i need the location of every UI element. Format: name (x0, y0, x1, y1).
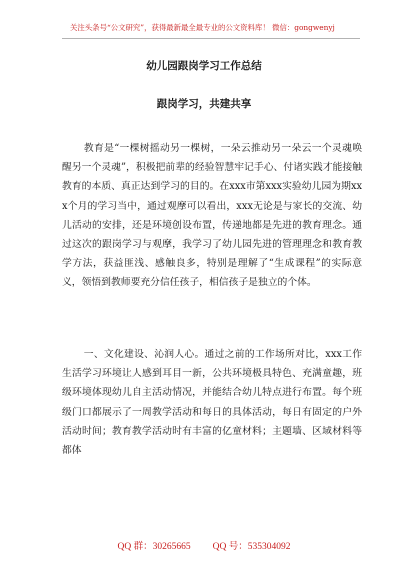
footer-qq-group: QQ 群：30265665 (117, 542, 191, 552)
footer-contact (0, 538, 408, 552)
paragraph-text: 教育是“一棵树摇动另一棵树，一朵云推动另一朵云一个灵魂唤醒另一个灵魂”，积极把前辈的经验智慧牢记手心、付诸实践才能接触教育的本质、真正达到学习的目的。在xxx市第xxx实验幼儿园为期xxx个月的学习当中，通过观摩可以看出，xxx无论是与家长的交流、幼儿活动的安排，还是环境创设布置，传递地都是先进的教育理念。通过这次的跟岗学习与观摩，我学习了幼儿园先进的管理理念和教育教学方法，获益匪浅、感触良多，特别是理解了“生成课程”的实际意义，领悟到教师要充分信任孩子，相信孩子是独立的个体。 (62, 143, 362, 289)
body-paragraph-1 (62, 139, 362, 293)
footer-qq-number: QQ 号：535304092 (212, 542, 291, 552)
document-title: 幼儿园跟岗学习工作总结 (146, 60, 262, 72)
header-divider (62, 38, 360, 39)
header-promo-note: 关注头条号“公文研究”，获得最新最全最专业的公文资料库！ 微信：gongwenyj (70, 23, 335, 32)
paragraph-text: 一、文化建设、沁润人心。通过之前的工作场所对比，xxx工作生活学习环境让人感到耳目一新，公共环境极具特色、充满童趣，班级环境体现幼儿自主活动情况，并能结合幼儿特点进行布置。每个班级门口都展示了一周教学活动和每日的具体活动，每日有固定的户外活动时间；教育教学活动时有丰富的亿童材料；主题墙、区域材料等都体 (62, 349, 362, 457)
section-title: 跟岗学习，共建共享 (156, 98, 252, 110)
body-paragraph-2 (62, 345, 362, 460)
